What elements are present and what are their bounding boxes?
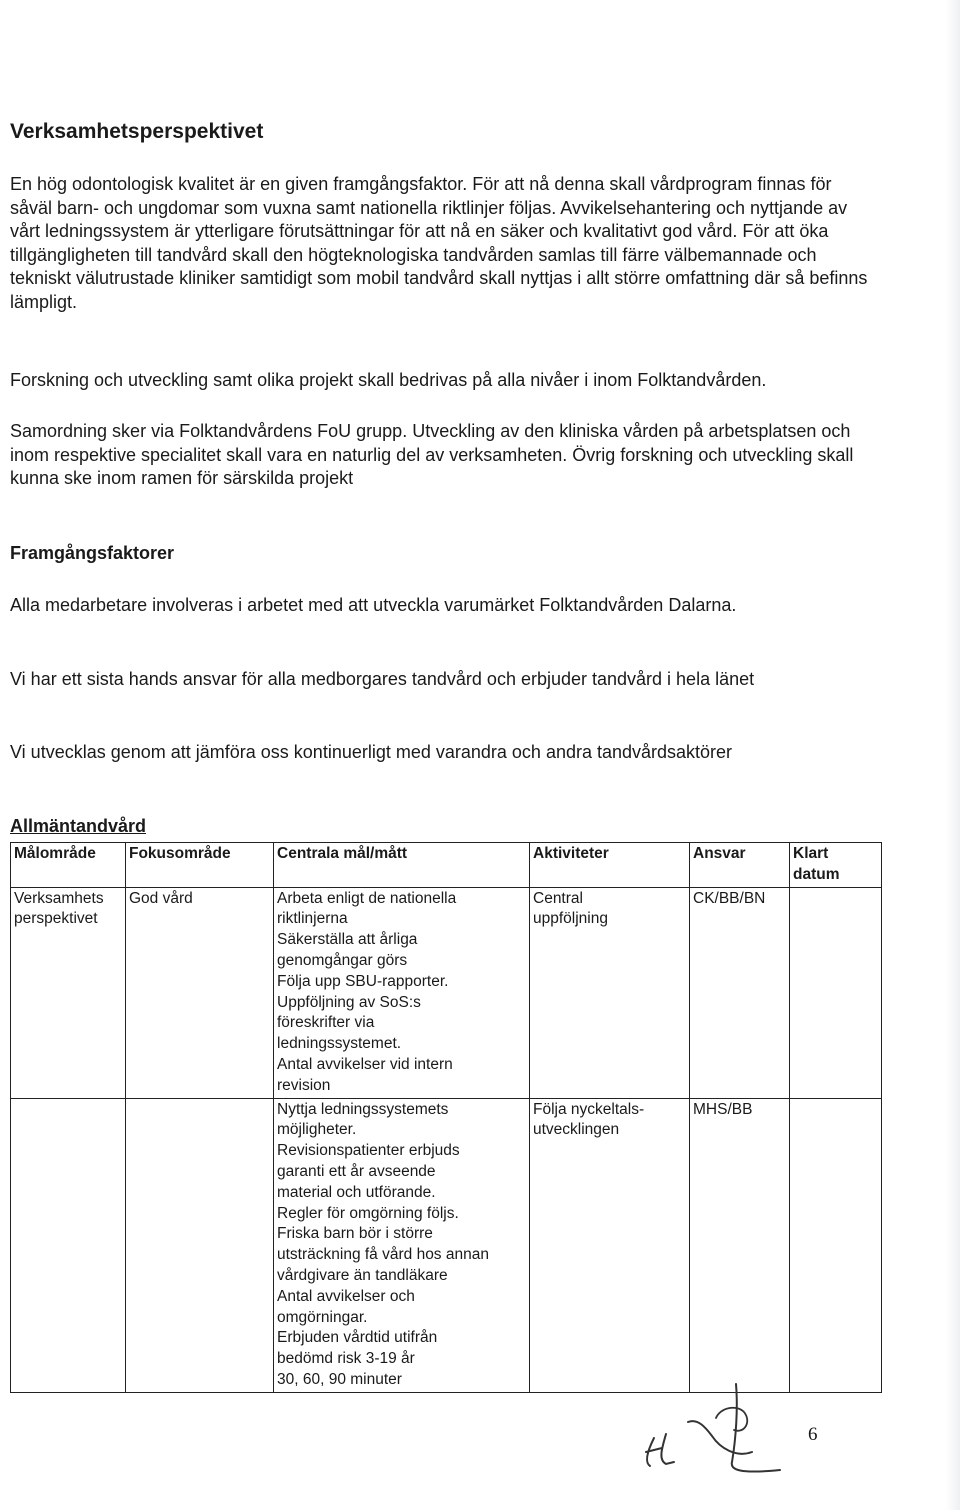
table-header-row xyxy=(11,843,882,888)
research-paragraph: Forskning och utveckling samt olika projekt skall bedrivas på alla nivåer i inom Folktandvården. xyxy=(10,370,767,390)
table-row xyxy=(11,1098,882,1392)
success-paragraph-3: Vi utvecklas genom att jämföra oss kontinuerligt med varandra och andra tandvårdsaktörer xyxy=(10,742,733,762)
line: föreskrifter via xyxy=(277,1014,375,1032)
line: Nyttja ledningssystemets xyxy=(277,1100,449,1118)
header-aktiviteter: Aktiviteter xyxy=(530,843,690,888)
line: Antal avvikelser vid intern xyxy=(277,1055,453,1073)
line: möjligheter. xyxy=(277,1121,357,1139)
section-heading: Verksamhetsperspektivet xyxy=(10,120,264,143)
cell-aktiviteter: Följa nyckeltals-utvecklingen xyxy=(530,1098,690,1392)
goals-table xyxy=(10,842,882,1393)
line: Regler för omgörning följs. xyxy=(277,1204,459,1222)
line: bedömd risk 3-19 år xyxy=(277,1350,415,1368)
line: Erbjuden vårdtid utifrån xyxy=(277,1329,438,1347)
cell-klart-datum xyxy=(790,887,882,1098)
line: genomgångar görs xyxy=(277,951,408,969)
cell-malomrade xyxy=(11,1098,126,1392)
line: Revisionspatienter erbjuds xyxy=(277,1142,460,1160)
success-heading: Framgångsfaktorer xyxy=(10,543,175,563)
line: Friska barn bör i större xyxy=(277,1225,433,1243)
cell-fokusomrade xyxy=(126,1098,274,1392)
table-title: Allmäntandvård xyxy=(10,816,147,836)
line: revision xyxy=(277,1076,331,1094)
header-ansvar: Ansvar xyxy=(690,843,790,888)
header-klart-datum: Klart datum xyxy=(790,843,882,888)
line: Följa upp SBU-rapporter. xyxy=(277,972,449,990)
intro-paragraph: En hög odontologisk kvalitet är en given framgångsfaktor. För att nå denna skall vårdprogram finnas för såväl barn- och ungdomar som vuxna samt nationella riktlinjer följas. Avvikelsehantering och nyttjande av vårt ledningssystem är ytterligare förutsättningar för att nå en säker och kvalitativt god vård. För att öka tillgängligheten till tandvård skall den högteknologiska tandvården samlas till färre välbemannade och tekniskt välutrustade kliniker samtidigt som mobil tandvård skall nyttjas i allt större omfattning där så befinns lämpligt. xyxy=(10,174,868,312)
line: omgörningar. xyxy=(277,1308,368,1326)
cell-fokusomrade: God vård xyxy=(126,887,274,1098)
line: garanti ett år avseende xyxy=(277,1162,436,1180)
line: utsträckning få vård hos annan xyxy=(277,1246,489,1264)
cell-centrala-mal xyxy=(274,1098,530,1392)
page-edge-shadow xyxy=(946,0,960,1510)
cell-aktiviteter: Central uppföljning xyxy=(530,887,690,1098)
cell-malomrade: Verksamhets perspektivet xyxy=(11,887,126,1098)
cell-klart-datum xyxy=(790,1098,882,1392)
line: vårdgivare än tandläkare xyxy=(277,1266,448,1284)
coordination-paragraph: Samordning sker via Folktandvårdens FoU grupp. Utveckling av den kliniska vården på arbetsplatsen och inom respektive specialitet skall vara en naturlig del av verksamheten. Övrig forskning och utveckling skall kunna ske inom ramen för särskilda projekt xyxy=(10,421,854,488)
line: Antal avvikelser och xyxy=(277,1287,415,1305)
success-paragraph-1: Alla medarbetare involveras i arbetet med att utveckla varumärket Folktandvården Dalarna. xyxy=(10,595,737,615)
line: Säkerställa att årliga xyxy=(277,931,418,949)
line: 30, 60, 90 minuter xyxy=(277,1370,402,1388)
line: ledningssystemet. xyxy=(277,1035,402,1053)
line: Arbeta enligt de nationella xyxy=(277,889,457,907)
line: Uppföljning av SoS:s xyxy=(277,993,421,1011)
header-fokusomrade: Fokusområde xyxy=(126,843,274,888)
line: material och utförande. xyxy=(277,1183,436,1201)
table-row xyxy=(11,887,882,1098)
signature-mark xyxy=(640,1378,790,1478)
header-centrala-mal: Centrala mål/mått xyxy=(274,843,530,888)
line: riktlinjerna xyxy=(277,910,348,928)
page-number: 6 xyxy=(808,1424,818,1445)
cell-centrala-mal xyxy=(274,887,530,1098)
header-malomrade: Målområde xyxy=(11,843,126,888)
cell-ansvar: MHS/BB xyxy=(690,1098,790,1392)
cell-ansvar: CK/BB/BN xyxy=(690,887,790,1098)
success-paragraph-2: Vi har ett sista hands ansvar för alla medborgares tandvård och erbjuder tandvård i hela länet xyxy=(10,669,755,689)
